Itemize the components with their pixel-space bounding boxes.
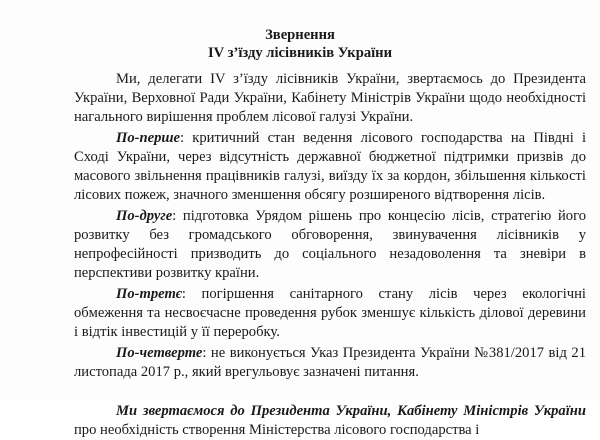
- intro-paragraph: Ми, делегати IV з’їзду лісівників України, звертаємось до Президента України, Верховної Ради України, Кабінету Міністрів України щодо необхідності нагального вирішення проблем лісової галузі України.: [74, 71, 586, 125]
- point-lead-3: По-третє: [116, 286, 182, 302]
- appeal-lead: Ми звертаємося до Президента України, Кабінету Міністрів України: [116, 403, 586, 419]
- point-paragraph-4: [74, 344, 586, 382]
- point-text-2: : підготовка Урядом рішень про концесію лісів, стратегію його розвитку без громадського обговорення, звинувачення лісівників у непрофесійності призводить до соціального незадоволення та зневіри в перспективи розвитку країни.: [74, 208, 586, 281]
- point-lead-1: По-перше: [116, 130, 181, 146]
- point-lead-2: По-друге: [116, 208, 173, 224]
- point-text-3: : погіршення санітарного стану лісів через екологічні обмеження та несвоєчасне проведення рубок зменшує кількість ділової деревини і відтік інвестицій у її переробку.: [74, 286, 586, 340]
- document-title: Звернення: [265, 27, 335, 43]
- point-text-4: : не виконується Указ Президента України №381/2017 від 21 листопада 2017 р., який врегульовує зазначені питання.: [74, 345, 586, 380]
- point-paragraph-3: [74, 285, 586, 342]
- point-paragraph-2: [74, 207, 586, 283]
- point-paragraph-1: [74, 129, 586, 205]
- point-text-1: : критичний стан ведення лісового господарства на Півдні і Сході України, через відсутність державної бюджетної підтримки призвів до масового звільнення працівників галузі, виїзду їх за кордон, збільшення кількості лісових пожеж, значного зменшення обсягу розширеного відтворення лісів.: [74, 130, 586, 203]
- document-subtitle: IV з’їзду лісівників України: [208, 45, 392, 61]
- point-lead-4: По-четверте: [116, 345, 203, 361]
- appeal-paragraph: [74, 402, 586, 440]
- appeal-text: про необхідність створення Міністерства лісового господарства і: [74, 422, 480, 438]
- document-body: [74, 70, 586, 440]
